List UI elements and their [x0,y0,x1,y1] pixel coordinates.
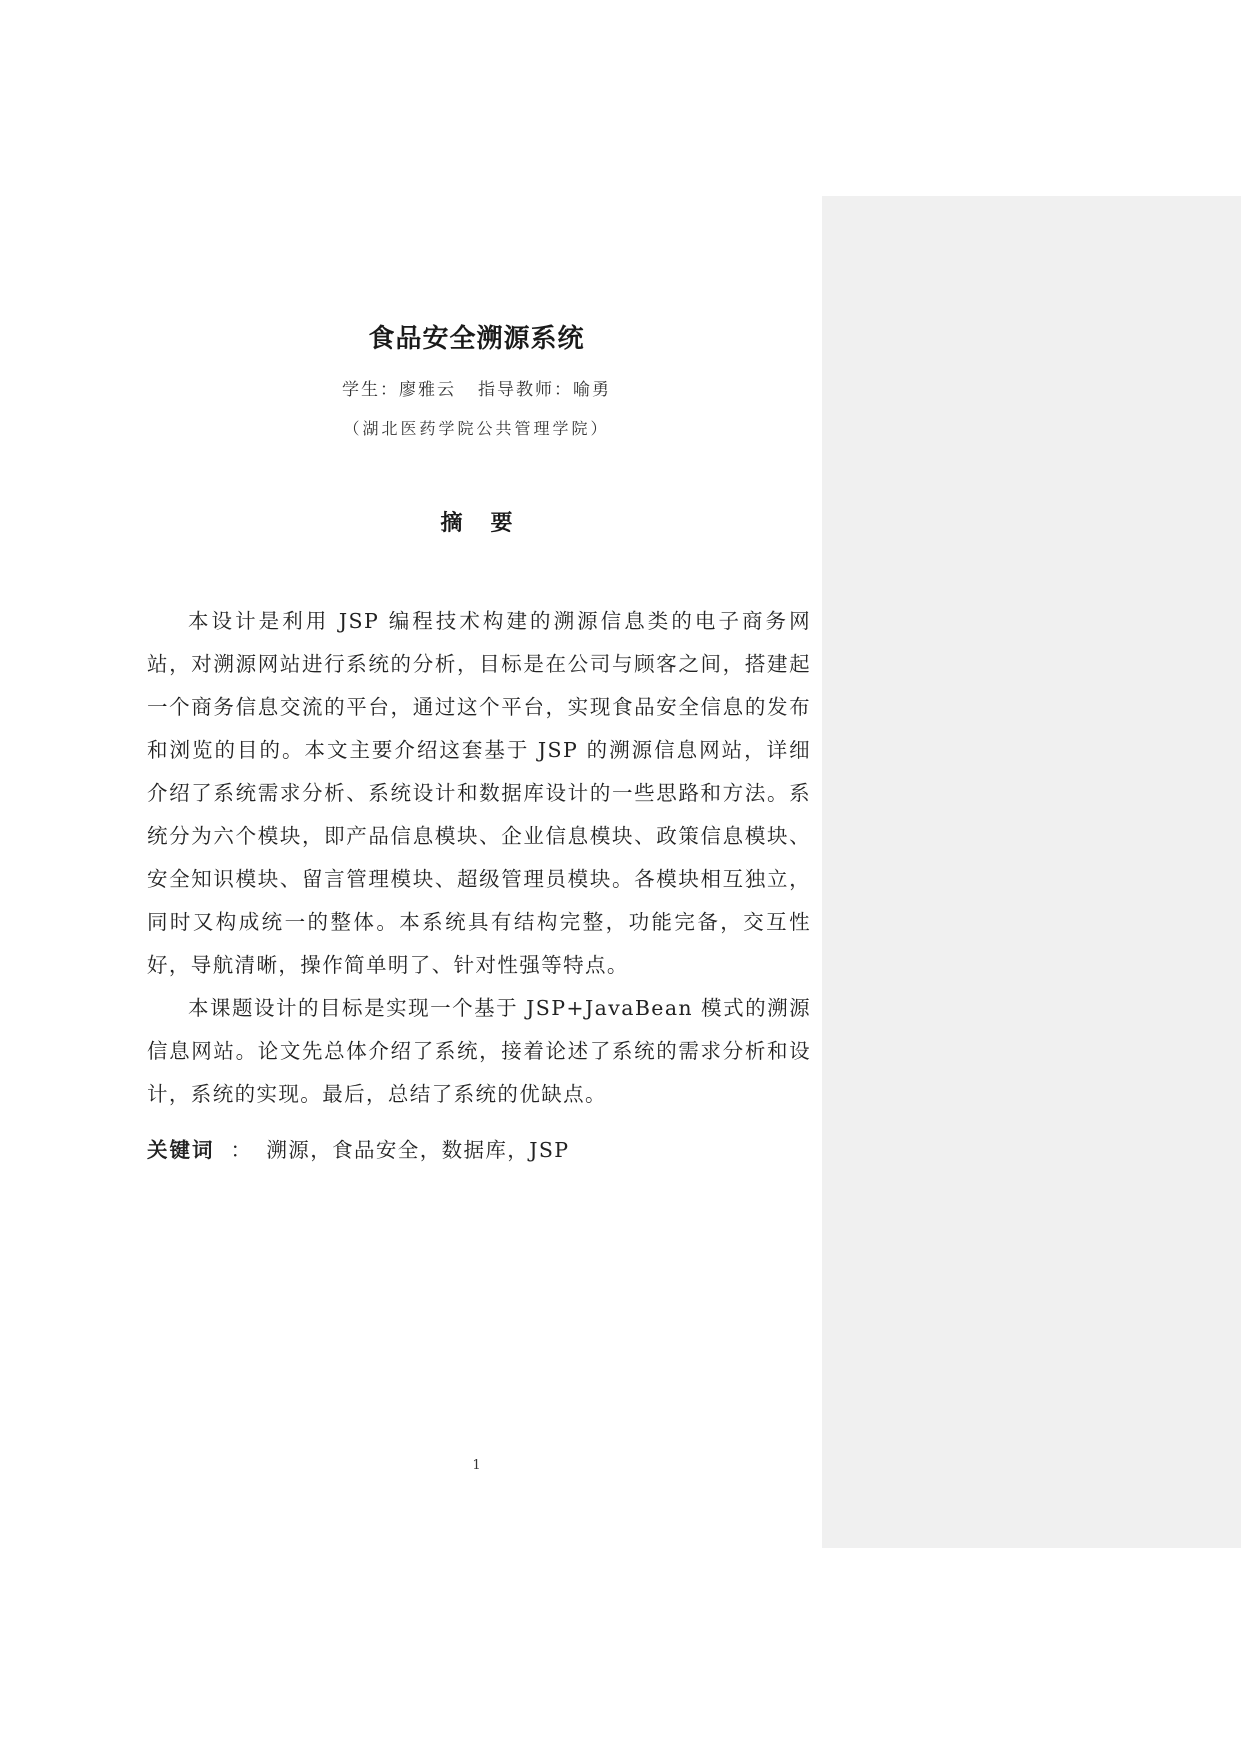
keywords-separator: ： [230,1138,253,1162]
keywords-value: 溯源，食品安全，数据库，JSP [266,1138,570,1162]
author-line [0,375,953,400]
document-title: 食品安全溯源系统 [368,324,585,354]
abstract-paragraph: 本设计是利用 JSP 编程技术构建的溯源信息类的电子商务网站，对溯源网站进行系统的分析，目标是在公司与顾客之间，搭建起一个商务信息交流的平台，通过这个平台，实现食品安全信息的发布和浏览的目的。本文主要介绍这套基于 JSP 的溯源信息网站，详细介绍了系统需求分析、系统设计和数据库设计的一些思路和方法。系统分为六个模块，即产品信息模块、企业信息模块、政策信息模块、安全知识模块、留言管理模块、超级管理员模块。各模块相互独立，同时又构成统一的整体。本系统具有结构完整，功能完备，交互性好，导航清晰，操作简单明了、针对性强等特点。 [147,609,811,977]
affiliation: （湖北医药学院公共管理学院） [343,419,610,438]
abstract-paragraph: 本课题设计的目标是实现一个基于 JSP+JavaBean 模式的溯源信息网站。论文先总体介绍了系统，接着论述了系统的需求分析和设计，系统的实现。最后，总结了系统的优缺点。 [147,996,811,1106]
student-name: 学生：廖雅云 [342,380,456,400]
advisor-name: 指导教师：喻勇 [478,380,611,400]
keywords-label: 关键词 [147,1138,215,1162]
page-number: 1 [472,1458,481,1473]
abstract-heading: 摘要 [440,511,541,536]
abstract-body [147,600,811,1116]
keywords-line [147,1132,569,1168]
